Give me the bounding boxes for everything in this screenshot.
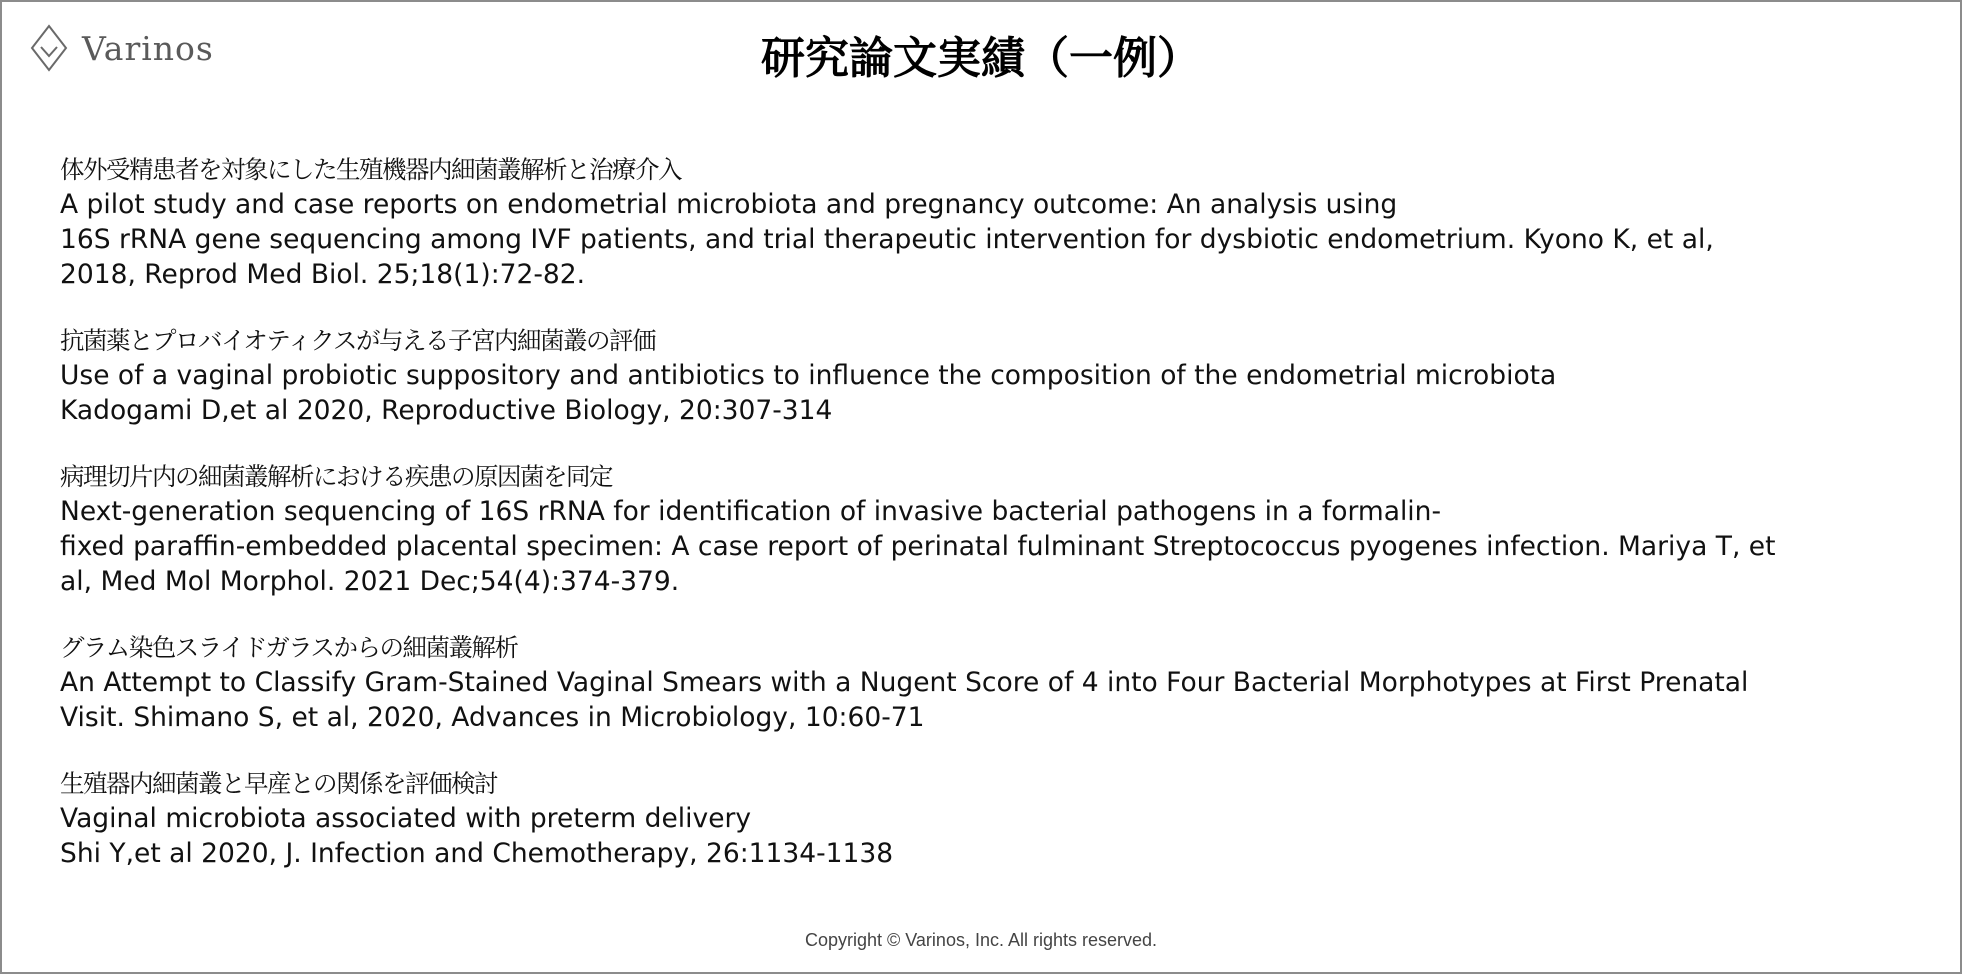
paper-citation-line: A pilot study and case reports on endometrial microbiota and pregnancy outcome: An analysis using <box>60 189 1398 220</box>
paper-citation-line: 16S rRNA gene sequencing among IVF patients, and trial therapeutic intervention for dysbiotic endometrium. Kyono K, et al, <box>60 224 1714 255</box>
paper-citation-line: Use of a vaginal probiotic suppository and antibiotics to influence the composition of the endometrial microbiota <box>60 360 1557 391</box>
copyright-notice: Copyright © Varinos, Inc. All rights reserved. <box>804 930 1158 950</box>
paper-item <box>60 766 1930 871</box>
paper-item <box>60 459 1930 599</box>
paper-japanese-title: 体外受精患者を対象にした生殖機器内細菌叢解析と治療介入 <box>60 155 681 184</box>
paper-citation-line: An Attempt to Classify Gram-Stained Vaginal Smears with a Nugent Score of 4 into Four Bacterial Morphotypes at First Prenatal <box>60 667 1749 698</box>
paper-item <box>60 323 1930 428</box>
paper-japanese-title: 生殖器内細菌叢と早産との関係を評価検討 <box>60 769 497 798</box>
paper-japanese-title: 抗菌薬とプロバイオティクスが与える子宮内細菌叢の評価 <box>60 326 656 355</box>
paper-citation-line: Kadogami D,et al 2020, Reproductive Biology, 20:307-314 <box>60 395 833 426</box>
paper-citation-line: Next-generation sequencing of 16S rRNA for identification of invasive bacterial pathogens in a formalin- <box>60 496 1442 527</box>
paper-citation-line: fixed paraffin-embedded placental specimen: A case report of perinatal fulminant Streptococcus pyogenes infection. Mariya T, et <box>60 531 1776 562</box>
paper-citation-line: 2018, Reprod Med Biol. 25;18(1):72-82. <box>60 259 586 290</box>
paper-citation-line: Visit. Shimano S, et al, 2020, Advances in Microbiology, 10:60-71 <box>60 702 925 733</box>
page-title: 研究論文実績（一例） <box>761 33 1201 84</box>
paper-japanese-title: 病理切片内の細菌叢解析における疾患の原因菌を同定 <box>60 462 612 491</box>
paper-japanese-title: グラム染色スライドガラスからの細菌叢解析 <box>60 633 518 662</box>
logo-text: Varinos <box>82 28 214 68</box>
paper-item <box>60 152 1930 292</box>
paper-list <box>60 152 1930 902</box>
paper-item <box>60 630 1930 735</box>
paper-citation-line: al, Med Mol Morphol. 2021 Dec;54(4):374-379. <box>60 566 680 597</box>
paper-citation-line: Shi Y,et al 2020, J. Infection and Chemotherapy, 26:1134-1138 <box>60 838 894 869</box>
paper-citation-line: Vaginal microbiota associated with preterm delivery <box>60 803 752 834</box>
